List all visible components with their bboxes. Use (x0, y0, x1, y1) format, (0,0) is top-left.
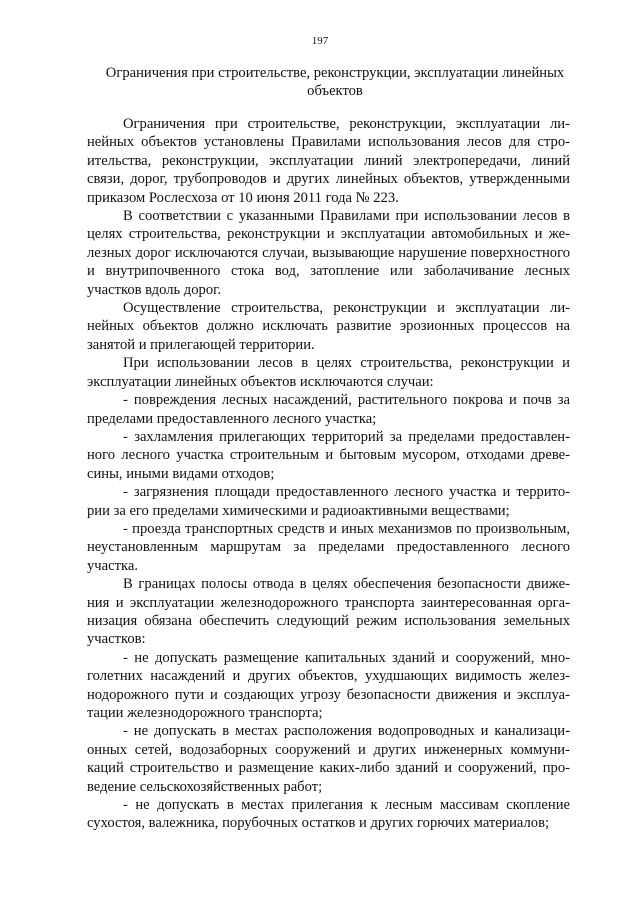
list-item: - захламления прилегающих территорий за пределами предоставленного лесного участка строительным и бытовым мусором, отходами древесины, иными видами отходов; (87, 428, 570, 482)
section-title: Ограничения при строительстве, реконструкции, эксплуатации линейных объектов (105, 65, 565, 99)
page-number: 197 (311, 35, 329, 47)
list-item: - загрязнения площади предоставленного лесного участка и территории за его пределами химическими и радиоактивными веществами; (87, 484, 570, 519)
list-item: - повреждения лесных насаждений, растительного покрова и почв за пределами предоставленного лесного участка; (87, 392, 570, 427)
list-item: - не допускать в местах прилегания к лесным массивам скопление сухостоя, валежника, порубочных остатков и других горючих материалов; (87, 797, 570, 832)
body-text (87, 115, 570, 833)
list-item: - не допускать в местах расположения водопроводных и канализационных сетей, водозаборных сооружений и других инженерных коммуникаций строительство и размещение каких-либо зданий и сооружений, проведение сельскохозяйственных работ; (87, 723, 570, 795)
paragraph: Ограничения при строительстве, реконструкции, эксплуатации линейных объектов установлены Правилами использования лесов для строительства, реконструкции, эксплуатации линий электропередачи, линий связи, дорог, трубопроводов и других линейных объектов, утвержденными приказом Рослесхоза от 10 июня 2011 года № 223. (87, 116, 570, 206)
list-item: - проезда транспортных средств и иных механизмов по произвольным, неустановленным маршрутам за пределами предоставленного лесного участка. (87, 520, 570, 574)
paragraph: В соответствии с указанными Правилами при использовании лесов в целях строительства, реконструкции и эксплуатации автомобильных и железных дорог исключаются случаи, вызывающие нарушение поверхностного и внутрипочвенного стока вод, затопление или заболачивание лесных участков вдоль дорог. (87, 208, 570, 298)
paragraph: Осуществление строительства, реконструкции и эксплуатации линейных объектов должно исключать развитие эрозионных процессов на занятой и прилегающей территории. (87, 300, 570, 353)
list-item: - не допускать размещение капитальных зданий и сооружений, многолетних насаждений и других объектов, ухудшающих видимость железнодорожного пути и создающих угрозу безопасности движения и эксплуатации железнодорожного транспорта; (87, 649, 570, 721)
paragraph: В границах полосы отвода в целях обеспечения безопасности движения и эксплуатации железнодорожного транспорта заинтересованная организация обязана обеспечить следующий режим использования земельных участков: (87, 576, 570, 648)
paragraph: При использовании лесов в целях строительства, реконструкции и эксплуатации линейных объектов исключаются случаи: (87, 355, 570, 390)
